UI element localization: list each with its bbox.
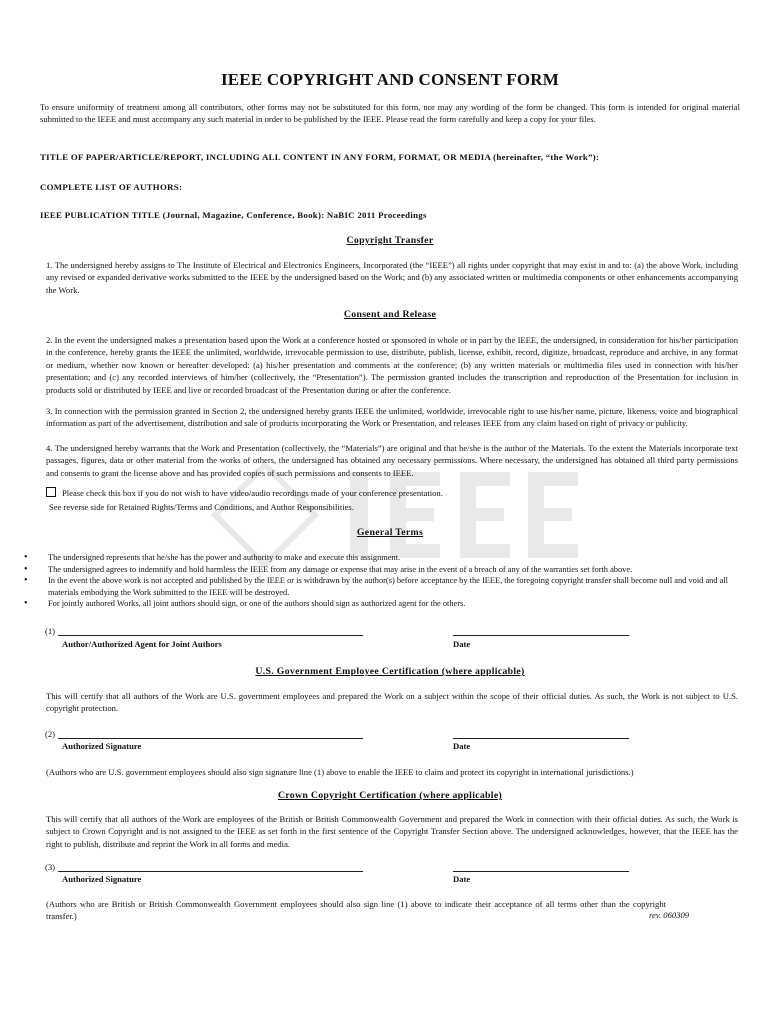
signature-1-line[interactable] xyxy=(58,635,363,636)
list-item: • The undersigned represents that he/she has the power and authority to make and execute this assignment. xyxy=(24,552,740,564)
no-recording-checkbox[interactable] xyxy=(46,487,56,497)
signature-3-number: (3) xyxy=(45,862,56,872)
general-terms-heading: General Terms xyxy=(356,527,424,538)
form-title: IEEE COPYRIGHT AND CONSENT FORM xyxy=(220,70,560,89)
us-gov-text: This will certify that all authors of the Work are U.S. government employees and prepared the Work on a subject within the scope of their official duties. As such, the Work is not subject to U.S. copyright protection. xyxy=(46,691,738,714)
signature-1-number: (1) xyxy=(45,626,56,636)
list-item: • For jointly authored Works, all joint authors should sign, or one of the authors should sign as authorized agent for the others. xyxy=(24,598,740,610)
authors-field: COMPLETE LIST OF AUTHORS: xyxy=(40,182,183,192)
intro-paragraph: To ensure uniformity of treatment among all contributors, other forms may not be substituted for this form, nor may any wording of the form be changed. This form is intended for original material submitted to the IEEE and must accompany any such material in order to be published by the IEEE. Please read the form carefully and keep a copy for your files. xyxy=(40,102,740,125)
signature-2-number: (2) xyxy=(45,729,56,739)
signature-3-label: Authorized Signature xyxy=(62,874,142,884)
consent-release-heading: Consent and Release xyxy=(343,309,437,320)
list-item: • The undersigned agrees to indemnify and hold harmless the IEEE from any damage or expense that may arise in the event of a breach of any of the warranties set forth above. xyxy=(24,564,740,576)
consent-item-4: 4. The undersigned hereby warrants that the Work and Presentation (collectively, the “Materials”) are original and that he/she is the author of the Materials. To the extent the Materials incorporate text passages, figures, data or other material from the works of others, the undersigned has obtained any necessary permissions. Where necessary, the undersigned has obtained all third party permissions and consents to grant the license above and has provided copies of such permissions and consents to IEEE. xyxy=(46,443,738,478)
consent-item-3: 3. In connection with the permission granted in Section 2, the undersigned hereby grants IEEE the unlimited, worldwide, irrevocable right to use his/her name, picture, likeness, voice and biographical information as part of the advertisement, distribution and sale of products incorporating the Work or Presentation, and releases IEEE from any claim based on right of privacy or publicity. xyxy=(46,406,738,429)
crown-text: This will certify that all authors of the Work are employees of the British or British Commonwealth Government and prepared the Work in connection with their official duties. As such, the Work is subject to Crown Copyright and is not assigned to the IEEE as set forth in the first sentence of the Copyright Transfer Section above. The undersigned acknowledges, however, that the IEEE has the right to publish, distribute and reprint the Work in all forms and media. xyxy=(46,814,738,849)
publication-title-field xyxy=(40,210,740,220)
no-recording-checkbox-label: Please check this box if you do not wish to have video/audio recordings made of your conference presentation. xyxy=(62,488,443,498)
consent-item-2: 2. In the event the undersigned makes a presentation based upon the Work at a conference hosted or sponsored in whole or in part by the IEEE, the undersigned, in consideration for his/her participation in the conference, hereby grants the IEEE the unlimited, worldwide, irrevocable permission to use, distribute, publish, license, exhibit, record, digitize, broadcast, reproduce and archive, in any format or medium, whether now known or hereafter developed: (a) his/her presentation and comments at the conference; (b) any written materials or multimedia files used in connection with his/her presentation; and (c) any recorded interviews of him/her (collectively, the “Presentation”). The permission granted includes the transcription and reproduction of the Presentation for inclusion in products sold or distributed by IEEE and live or recorded broadcast of the Presentation during or after the conference. xyxy=(46,335,738,395)
publication-title-value: NaBIC 2011 Proceedings xyxy=(326,210,427,220)
signature-2-label: Authorized Signature xyxy=(62,741,142,751)
signature-3-date-line[interactable] xyxy=(453,871,629,872)
signature-2-date-line[interactable] xyxy=(453,738,629,739)
signature-2-date-label: Date xyxy=(453,741,471,751)
general-terms-list xyxy=(24,552,740,610)
copyright-transfer-text: 1. The undersigned hereby assigns to The Institute of Electrical and Electronics Engineers, Incorporated (the “IEEE”) all rights under copyright that may exist in and to: (a) the above Work, including any revised or expanded derivative works submitted to the IEEE by the undersigned based on the Work; and (b) any associated written or multimedia components or other enhancements accompanying the Work. xyxy=(46,260,738,295)
revision-code: rev. 060309 xyxy=(649,910,690,920)
copyright-transfer-heading: Copyright Transfer xyxy=(346,235,434,246)
paper-title-field: TITLE OF PAPER/ARTICLE/REPORT, INCLUDING ALL CONTENT IN ANY FORM, FORMAT, OR MEDIA (hereinafter, “the Work”): xyxy=(40,152,600,162)
us-gov-note: (Authors who are U.S. government employees should also sign signature line (1) above to enable the IEEE to claim and protect its copyright in international jurisdictions.) xyxy=(46,767,634,777)
publication-title-label: IEEE PUBLICATION TITLE (Journal, Magazine, Conference, Book): xyxy=(40,210,325,220)
crown-note: (Authors who are British or British Commonwealth Government employees should also sign line (1) above to indicate their acceptance of all terms other than the copyright transfer.) xyxy=(46,899,666,922)
signature-2-line[interactable] xyxy=(58,738,363,739)
signature-1-label: Author/Authorized Agent for Joint Authors xyxy=(62,639,222,649)
us-gov-heading: U.S. Government Employee Certification (where applicable) xyxy=(255,666,525,677)
form-page xyxy=(40,0,740,1024)
signature-3-date-label: Date xyxy=(453,874,471,884)
reverse-side-note: See reverse side for Retained Rights/Terms and Conditions, and Author Responsibilities. xyxy=(49,502,354,512)
list-item: • In the event the above work is not accepted and published by the IEEE or is withdrawn by the author(s) before acceptance by the IEEE, the foregoing copyright transfer shall become null and void and all materials embodying the Work submitted to the IEEE will be destroyed. xyxy=(24,575,740,598)
signature-3-line[interactable] xyxy=(58,871,363,872)
crown-heading: Crown Copyright Certification (where applicable) xyxy=(277,790,503,801)
signature-1-date-label: Date xyxy=(453,639,471,649)
signature-1-date-line[interactable] xyxy=(453,635,629,636)
